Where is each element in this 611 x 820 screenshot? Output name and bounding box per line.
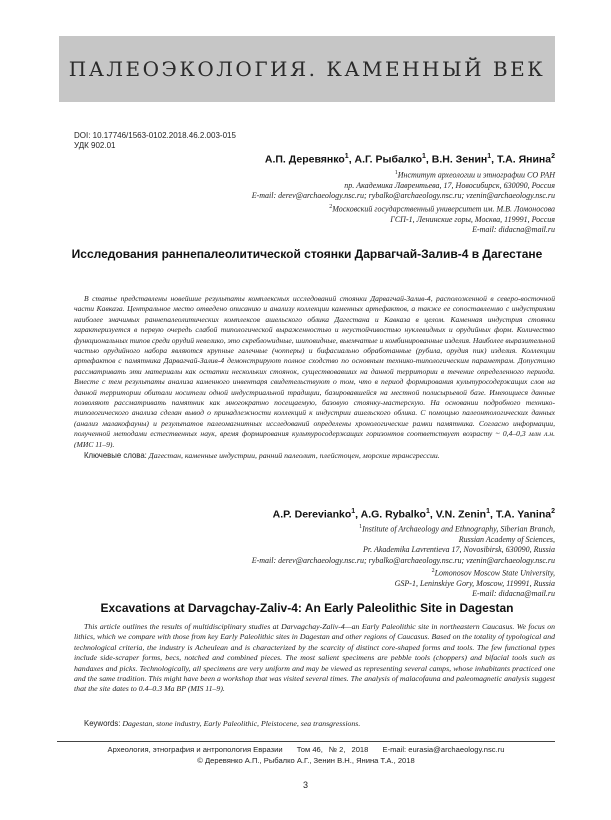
footer-year: 2018 [351,745,369,754]
ru-abstract: В статье представлены новейшие результаты комплексных исследований стоянки Дарвагчай-Залив-4, расположенной в северо-восточной части Кавказа. Центральное место отведено описанию и анализу коллекции каменных артефактов, а также ее сопоставлению с индустриями наиболее значимых раннепалеолитических комплексов ашельского облика Дагестана и Кавказа в целом. Каменная индустрия стоянки характеризуется в первую очередь слабой типологической выраженностью и неустойчивостью нуклевидных и орудийных форм. Количество функциональных типов среди орудий невелико, это скреблowидные, шиповидные, выемчатые и комбинированные изделия. Наиболее выразительной частью орудийного набора являются крупные галечные (чопперы) и бифасиально обработанные (рубила, орудия пик) изделия. Коллекции артефактов с памятника Дарвагчай-Залив-4 демонстрируют полное сходство по основным технико-типологическим параметрам. Допустимо рассматривать эти материалы как остатки нескольких стоянок, существовавших на данной территории в течение определенного периода. Вместе с тем результаты анализа каменного инвентаря свидетельствуют о том, что в период формирования культуросодержащих слов на данной территории обитали носители одной индустриальной традиции, базировавшейся на местной полисырьевой базе. Имеющиеся данные позволяют рассматривать памятник как многократно посещаемую, базовую стоянку-мастерскую. На основании подробного технико-типологического анализа сделан вывод о принадлежности коллекций к индустрии ашельского облика. С помощью палеонтологических данных (анализ малакофауны) и результатов палеомагнитных исследований определены хронологические рамки памятника. Согласно информации, полученной методами естественных наук, время формирования культуросодержащих горизонтов соответствует возрасту ~ 0,4–0,3 млн л.н. (МИС 11–9). [74,294,555,448]
ru-affil-line-6: E-mail: didacna@mail.ru [472,224,555,234]
ru-affil-line-4: $^2$Московский государственный университет им. М.В. Ломоносова [329,203,555,214]
ru-title: Исследования раннепалеолитической стоянки Дарвагчай-Залив-4 в Дагестане [71,247,543,261]
en-author-4: T.A. Yanina [495,508,552,521]
ru-affil-line-1: $^1$Институт археологии и этнографии СО РАН [394,170,555,180]
en-affil-line-2: Russian Academy of Sciences, [458,534,555,544]
footer-issue: № 2, [328,745,346,754]
section-banner [59,36,555,102]
en-keywords-label: Keywords: [84,719,121,728]
en-author-1: A.P. Derevianko [272,508,352,521]
en-title: Excavations at Darvagchay-Zaliv-4: An Early Paleolithic Site in Dagestan [100,601,514,615]
ru-author-1: А.П. Деревянко [264,153,345,166]
ru-affil-line-2: пр. Академика Лаврентьева, 17, Новосибирск, 630090, Россия [344,180,555,190]
en-affil-line-5: $^2$Lomonosov Moscow State University, [431,567,555,578]
ru-author-4: Т.А. Янина [497,153,552,166]
ru-keywords-label: Ключевые слова: [84,451,147,460]
en-authors: A.P. Derevianko$^1$, A.G. Rybalko$^1$, V.N. Zenin$^1$, T.A. Yanina$^2$ [272,508,555,521]
page-number: 3 [302,780,308,790]
en-author-2: A.G. Rybalko [360,508,426,521]
doi: DOI: 10.17746/1563-0102.2018.46.2.003-015 [74,131,236,140]
en-keywords-list: Dagestan, stone industry, Early Paleolithic, Pleistocene, sea transgressions. [122,719,361,728]
ru-keywords-list: Дагестан, каменные индустрии, ранний палеолит, плейстоцен, морские трансгрессии. [148,451,440,460]
footer-copyright: © Деревянко А.П., Рыбалко А.Г., Зенин В.Н., Янина Т.А., 2018 [197,756,415,765]
footer-divider [57,741,555,742]
en-keywords [74,719,555,729]
footer-journal: Археология, этнография и антропология Евразии [107,745,283,754]
ru-author-2: А.Г. Рыбалко [354,153,423,166]
ru-affil-line-5: ГСП-1, Ленинские горы, Москва, 119991, Россия [390,214,555,224]
en-affil-line-7: E-mail: didacna@mail.ru [472,589,555,599]
udk: УДК 902.01 [74,141,116,150]
ru-keywords [74,451,555,461]
ru-affiliations [115,168,555,235]
en-affil-line-1: $^1$Institute of Archaeology and Ethnography, Siberian Branch, [359,524,555,534]
footer-journal-line [57,745,555,754]
en-abstract: This article outlines the results of multidisciplinary studies at Darvagchay-Zaliv-4—an Early Paleolithic site in northeastern Caucasus. We focus on lithics, which we compare with those from key Early Paleolithic sites in Dagestan and other regions of Caucasus. Based on the totality of typological and technological criteria, the industry is Acheulean and is characterized by the scarcity of distinct core-shaped forms and tools. The few functional types include side-scraper forms, becs, notched and combined pieces. The most salient specimens are pebble tools (choppers) and bifacial tools such as handaxes and picks. Technologically, all specimens are very uniform and may be viewed as representing several camps, whose inhabitants practiced one and the same tradition. This might have been a workshop that was visited several times. The analysis of malacofauna and paleomagnetic analysis suggest that the site dates to 0.4–0.3 Ma BP (MIS 11–9). [74,622,555,694]
en-affil-line-6: GSP-1, Leninskiye Gory, Moscow, 119991, Russia [394,578,555,588]
en-affil-line-4: E-mail: derev@archaeology.nsc.ru; rybalko@archaeology.nsc.ru; vzenin@archaeology.nsc.ru [251,555,555,565]
en-author-3: V.N. Zenin [435,508,487,521]
ru-affil-line-3: E-mail: derev@archaeology.nsc.ru; rybalko@archaeology.nsc.ru; vzenin@archaeology.nsc.ru [251,191,555,201]
ru-author-3: В.Н. Зенин [431,153,488,166]
en-affil-line-3: Pr. Akademika Lavrentieva 17, Novosibirsk, 630090, Russia [363,545,555,555]
section-title: ПАЛЕОЭКОЛОГИЯ. КАМЕННЫЙ ВЕК [68,57,546,81]
en-affiliations [115,522,555,599]
footer-volume: Том 46, [296,745,323,754]
footer-email: E-mail: eurasia@archaeology.nsc.ru [382,745,505,754]
ru-authors: А.П. Деревянко$^1$, А.Г. Рыбалко$^1$, В.Н. Зенин$^1$, Т.А. Янина$^2$ [264,153,555,166]
